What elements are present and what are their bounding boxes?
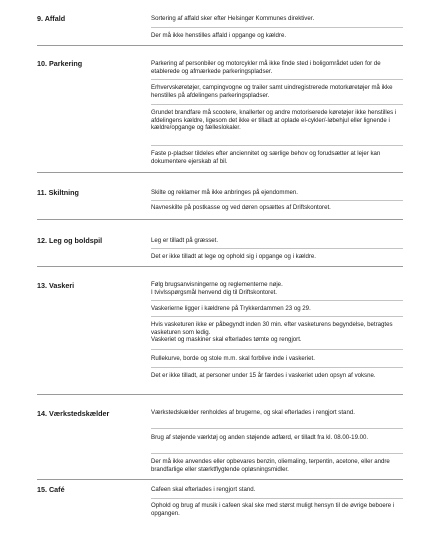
section-divider xyxy=(37,266,403,267)
paragraph: Faste p-pladser tildeles efter anciennitet og særlige behov og forudsætter at lejer kan dokumentere ejerskab af bil. xyxy=(151,150,381,165)
section-divider xyxy=(37,45,403,46)
paragraph: Der må ikke henstilles affald i opgange og kældre. xyxy=(151,32,287,39)
section-title-affald: 9. Affald xyxy=(37,14,66,23)
section-divider xyxy=(37,219,403,220)
section-title-parkering: 10. Parkering xyxy=(37,59,83,68)
paragraph: Det er ikke tilladt, at personer under 15 år færdes i vaskeriet uden opsyn af voksne. xyxy=(151,372,376,379)
paragraph: Sortering af affald sker efter Helsingør Kommunes direktiver. xyxy=(151,15,315,22)
paragraph-divider xyxy=(151,200,403,201)
paragraph-divider xyxy=(151,367,403,368)
paragraph-divider xyxy=(151,453,403,454)
paragraph-divider xyxy=(151,104,403,105)
section-title-vaskeri: 13. Vaskeri xyxy=(37,281,75,290)
paragraph-divider xyxy=(151,145,403,146)
section-title-cafe: 15. Café xyxy=(37,485,65,494)
paragraph: Erhvervskøretøjer, campingvogne og trailer samt uindregistrerede motorkøretøjer må ikke henstilles på afdelingens parkeringspladser. xyxy=(151,84,393,99)
section-divider xyxy=(37,172,403,173)
section-divider xyxy=(37,479,403,480)
paragraph: Cafeen skal efterlades i rengjort stand. xyxy=(151,486,256,493)
paragraph: Der må ikke anvendes eller opbevares benzin, oliemaling, terpentin, acetone, eller andre brandfarlige eller stærktflygtende opløsningsmidler. xyxy=(151,458,390,473)
section-title-leg-og-boldspil: 12. Leg og boldspil xyxy=(37,236,103,245)
paragraph: Værkstedskælder renholdes af brugerne, og skal efterlades i rengjort stand. xyxy=(151,409,355,416)
paragraph: Følg brugsanvisningerne og reglementerne nøje. I tvivlsspørgsmål henvend dig til Driftskontoret. xyxy=(151,281,283,296)
paragraph: Det er ikke tilladt at lege og ophold sig i opgange og i kældre. xyxy=(151,253,316,260)
paragraph: Vaskerierne ligger i kældrene på Trykkerdammen 23 og 29. xyxy=(151,305,311,312)
paragraph: Grundet brandfare må scootere, knallerter og andre motoriserede køretøjer ikke henstilles i afdelingens kældre, ligesom det ikke er tilladt at oplade el-cykler/-løbehjul eller lignende i kældre/opgange og fælleslokaler. xyxy=(151,109,397,132)
paragraph: Skilte og reklamer må ikke anbringes på ejendommen. xyxy=(151,189,298,196)
section-title-skiltning: 11. Skiltning xyxy=(37,188,79,197)
paragraph: Parkering af personbiler og motorcykler må ikke finde sted i boligområdet uden for de etablerede og afmærkede parkeringspladser. xyxy=(151,60,381,75)
paragraph-divider xyxy=(151,498,403,499)
paragraph-divider xyxy=(151,79,403,80)
paragraph: Leg er tilladt på græsset. xyxy=(151,237,219,244)
paragraph: Brug af støjende værktøj og anden støjende adfærd, er tilladt fra kl. 08.00-19.00. xyxy=(151,434,369,441)
paragraph: Hvis vasketuren ikke er påbegyndt inden 30 min. efter vasketurens begyndelse, betragtes vasketuren som ledig. Vaskeriet og maskiner skal efterlades tømte og rengjort. xyxy=(151,321,393,344)
paragraph-divider xyxy=(151,349,403,350)
paragraph-divider xyxy=(151,27,403,28)
paragraph: Ophold og brug af musik i cafeen skal ske med størst muligt hensyn til de øvrige beboere i opgangen. xyxy=(151,502,395,517)
paragraph-divider xyxy=(151,428,403,429)
paragraph: Navneskilte på postkasse og ved døren opsættes af Driftskontoret. xyxy=(151,204,331,211)
paragraph: Rullekurve, borde og stole m.m. skal forblive inde i vaskeriet. xyxy=(151,355,315,362)
paragraph-divider xyxy=(151,248,403,249)
paragraph-divider xyxy=(151,300,403,301)
section-divider xyxy=(37,394,403,395)
paragraph-divider xyxy=(151,316,403,317)
section-title-vaerkstedskaelder: 14. Værkstedskælder xyxy=(37,409,110,418)
